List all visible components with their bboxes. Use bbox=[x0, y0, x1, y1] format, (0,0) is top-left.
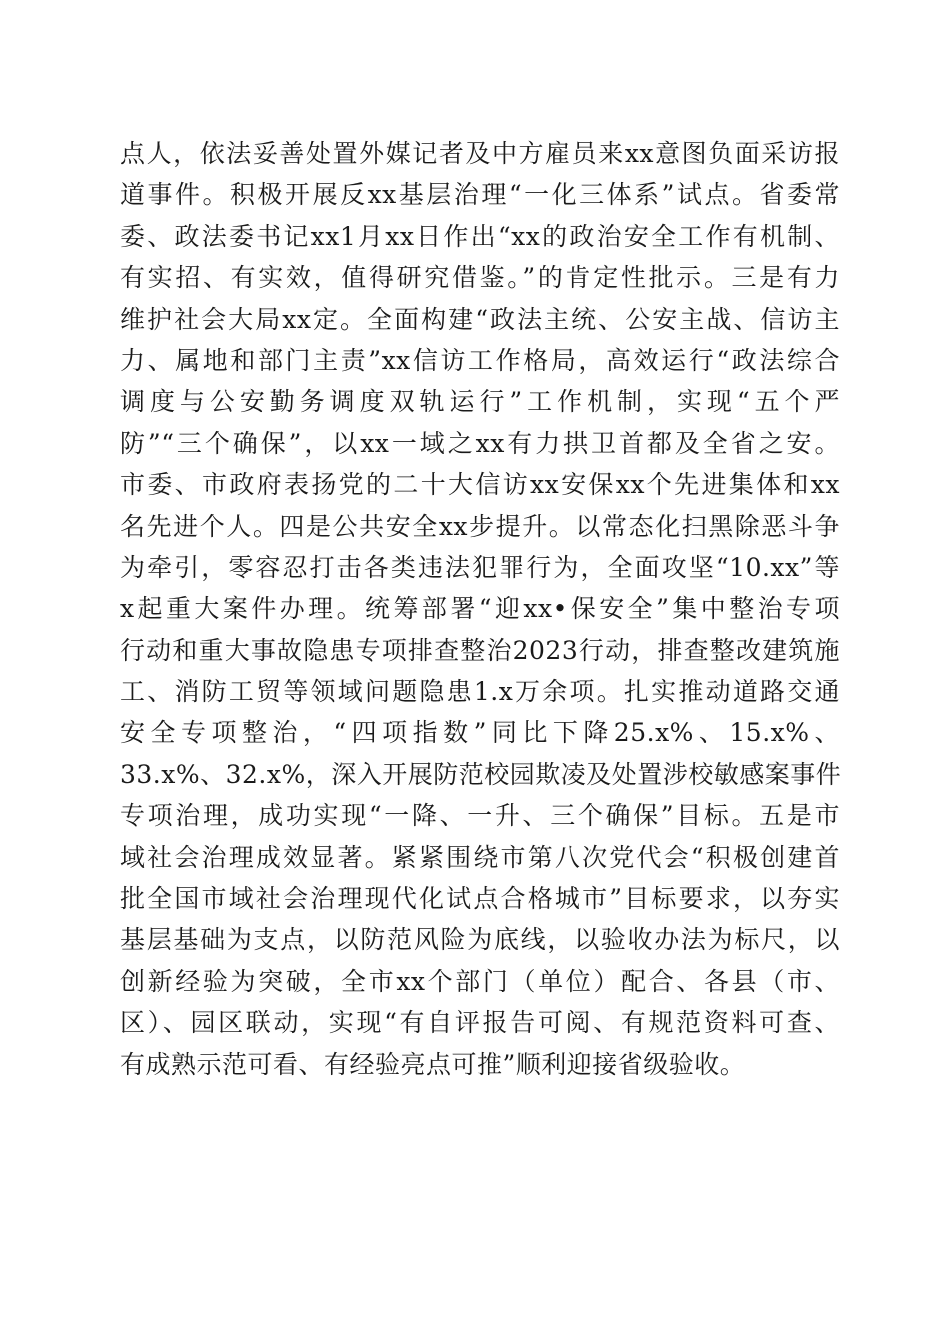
text-line: 为牵引，零容忍打击各类违法犯罪行为，全面攻坚“10.xx”等 bbox=[120, 552, 840, 582]
text-line: 域社会治理成效显著。紧紧围绕市第八次党代会“积极创建首 bbox=[120, 842, 840, 872]
text-line: 有成熟示范可看、有经验亮点可推”顺利迎接省级验收。 bbox=[120, 1049, 746, 1079]
text-line: 市委、市政府表扬党的二十大信访xx安保xx个先进集体和xx bbox=[120, 470, 840, 500]
text-line: 工、消防工贸等领域问题隐患1.x万余项。扎实推动道路交通 bbox=[120, 677, 840, 707]
text-line: 调度与公安勤务调度双轨运行”工作机制，实现“五个严 bbox=[120, 387, 840, 417]
text-line: 行动和重大事故隐患专项排查整治2023行动，排查整改建筑施 bbox=[120, 635, 840, 665]
text-line: 基层基础为支点，以防范风险为底线，以验收办法为标尺，以 bbox=[120, 925, 840, 955]
text-line: 安全专项整治，“四项指数”同比下降25.x%、15.x%、 bbox=[120, 718, 840, 748]
text-line: 批全国市域社会治理现代化试点合格城市”目标要求，以夯实 bbox=[120, 884, 840, 914]
text-line: 名先进个人。四是公共安全xx步提升。以常态化扫黑除恶斗争 bbox=[120, 511, 840, 541]
text-line: x起重大案件办理。统筹部署“迎xx•保安全”集中整治专项 bbox=[120, 594, 840, 624]
text-line: 力、属地和部门主责”xx信访工作格局，高效运行“政法综合 bbox=[120, 345, 840, 375]
text-line: 33.x%、32.x%，深入开展防范校园欺凌及处置涉校敏感案事件 bbox=[120, 759, 842, 789]
text-line: 委、政法委书记xx1月xx日作出“xx的政治安全工作有机制、 bbox=[120, 221, 840, 251]
text-line: 有实招、有实效，值得研究借鉴。”的肯定性批示。三是有力 bbox=[120, 263, 840, 293]
text-line: 创新经验为突破，全市xx个部门（单位）配合、各县（市、 bbox=[120, 966, 840, 996]
text-line: 区）、园区联动，实现“有自评报告可阅、有规范资料可查、 bbox=[120, 1008, 840, 1038]
body-paragraph bbox=[120, 133, 840, 1085]
text-line: 维护社会大局xx定。全面构建“政法主统、公安主战、信访主 bbox=[120, 304, 840, 334]
text-line: 点人，依法妥善处置外媒记者及中方雇员来xx意图负面采访报 bbox=[120, 139, 840, 168]
text-line: 防”“三个确保”，以xx一域之xx有力拱卫首都及全省之安。 bbox=[120, 428, 840, 458]
text-line: 专项治理，成功实现“一降、一升、三个确保”目标。五是市 bbox=[120, 801, 840, 831]
text-line: 道事件。积极开展反xx基层治理“一化三体系”试点。省委常 bbox=[120, 180, 840, 210]
